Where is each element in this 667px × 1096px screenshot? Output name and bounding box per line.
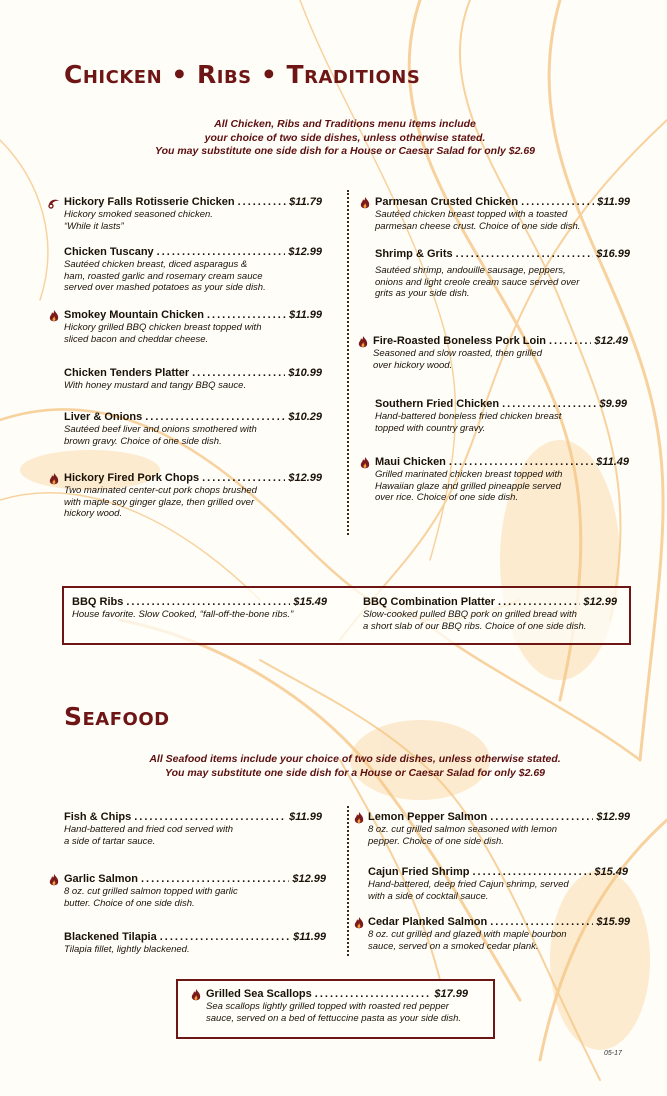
item-price: $12.99 bbox=[292, 873, 326, 885]
leader-dots bbox=[490, 811, 593, 824]
menu-item bbox=[375, 456, 629, 504]
section-title-chicken: Chicken • Ribs • Traditions bbox=[64, 60, 421, 89]
leader-dots bbox=[549, 335, 591, 348]
item-price: $15.99 bbox=[596, 916, 630, 928]
flame-icon bbox=[47, 309, 61, 323]
item-desc: Two marinated center-cut pork chops brushed with maple soy ginger glaze, then grilled over hickory wood. bbox=[64, 485, 257, 519]
item-desc: Slow-cooked pulled BBQ pork on grilled bread with a short slab of our BBQ ribs. Choice of one side dish. bbox=[363, 609, 587, 632]
menu-item bbox=[363, 596, 617, 632]
item-name: Smokey Mountain Chicken bbox=[64, 309, 204, 321]
leader-dots bbox=[449, 456, 593, 469]
menu-item bbox=[373, 335, 628, 371]
leader-dots bbox=[202, 472, 285, 485]
item-desc: Hand-battered boneless fried chicken breast topped with country gravy. bbox=[375, 411, 562, 434]
item-desc: Sautéed chicken breast topped with a toasted parmesan cheese crust. Choice of one side dish. bbox=[375, 209, 581, 232]
item-desc: Sautéed shrimp, andouille sausage, peppers, onions and light creole cream sauce served over grits as your side dish. bbox=[375, 265, 580, 299]
menu-item bbox=[64, 931, 326, 956]
item-price: $11.99 bbox=[289, 811, 322, 823]
flame-icon bbox=[189, 988, 203, 1002]
menu-item bbox=[64, 367, 322, 392]
menu-item bbox=[72, 596, 327, 621]
menu-item bbox=[64, 873, 326, 909]
item-name: BBQ Ribs bbox=[72, 596, 124, 608]
item-price: $15.49 bbox=[594, 866, 628, 878]
item-name: Fire-Roasted Boneless Pork Loin bbox=[373, 335, 546, 347]
item-price: $11.49 bbox=[596, 456, 629, 468]
leader-dots bbox=[472, 866, 591, 879]
item-desc: 8 oz. cut grilled and glazed with maple bourbon sauce, served on a smoked cedar plank. bbox=[368, 929, 567, 952]
leader-dots bbox=[141, 873, 289, 886]
menu-item bbox=[375, 398, 627, 434]
flame-icon bbox=[47, 873, 61, 887]
leader-dots bbox=[145, 411, 285, 424]
item-name: Southern Fried Chicken bbox=[375, 398, 500, 410]
leader-dots bbox=[192, 367, 285, 380]
item-name: Chicken Tenders Platter bbox=[64, 367, 190, 379]
item-name: Maui Chicken bbox=[375, 456, 446, 468]
seafood-intro bbox=[120, 753, 590, 780]
leader-dots bbox=[160, 931, 290, 944]
leader-dots bbox=[207, 309, 286, 322]
menu-item bbox=[368, 811, 630, 847]
item-desc: 8 oz. cut grilled salmon seasoned with lemon pepper. Choice of one side dish. bbox=[368, 824, 558, 847]
item-price: $15.49 bbox=[293, 596, 327, 608]
menu-item bbox=[64, 196, 322, 232]
menu-item bbox=[64, 811, 322, 847]
item-name: Hickory Falls Rotisserie Chicken bbox=[64, 196, 235, 208]
intro-line: your choice of two side dishes, unless otherwise stated. bbox=[204, 131, 486, 144]
item-desc: Hand-battered, deep fried Cajun shrimp, served with a side of cocktail sauce. bbox=[368, 879, 569, 902]
chicken-intro bbox=[120, 118, 570, 159]
leader-dots bbox=[498, 596, 580, 609]
flame-icon bbox=[352, 916, 366, 930]
item-desc: Grilled marinated chicken breast topped with Hawaiian glaze and grilled pineapple served over rice. Choice of one side dish. bbox=[375, 469, 563, 503]
leader-dots bbox=[126, 596, 290, 609]
intro-line: You may substitute one side dish for a House or Caesar Salad for only $2.69 bbox=[154, 145, 536, 157]
item-name: Shrimp & Grits bbox=[375, 248, 453, 260]
item-desc: Hickory smoked seasoned chicken. “While it lasts” bbox=[64, 209, 213, 232]
menu-item bbox=[206, 988, 468, 1024]
menu-item bbox=[64, 246, 322, 294]
intro-line: You may substitute one side dish for a House or Caesar Salad for only $2.69 bbox=[164, 766, 546, 779]
menu-item bbox=[64, 472, 322, 520]
item-desc: Hand-battered and fried cod served with a side of tartar sauce. bbox=[64, 824, 233, 847]
intro-line: All Chicken, Ribs and Traditions menu items include bbox=[214, 118, 476, 130]
item-desc: With honey mustard and tangy BBQ sauce. bbox=[64, 380, 247, 391]
item-price: $12.99 bbox=[288, 472, 322, 484]
item-name: BBQ Combination Platter bbox=[363, 596, 496, 608]
menu-code: 05-17 bbox=[604, 1050, 622, 1057]
item-name: Parmesan Crusted Chicken bbox=[375, 196, 519, 208]
item-name: Hickory Fired Pork Chops bbox=[64, 472, 200, 484]
item-name: Cajun Fried Shrimp bbox=[368, 866, 470, 878]
flame-icon bbox=[352, 811, 366, 825]
menu-item bbox=[368, 866, 628, 902]
item-price: $11.99 bbox=[293, 931, 326, 943]
flame-icon bbox=[358, 456, 372, 470]
menu-item bbox=[375, 196, 630, 232]
item-price: $17.99 bbox=[434, 988, 468, 1000]
flame-icon bbox=[356, 335, 370, 349]
leader-dots bbox=[490, 916, 593, 929]
item-name: Cedar Planked Salmon bbox=[368, 916, 488, 928]
menu-item bbox=[375, 248, 630, 300]
item-price: $12.99 bbox=[596, 811, 630, 823]
item-name: Chicken Tuscany bbox=[64, 246, 154, 258]
rotisserie-icon bbox=[47, 196, 61, 210]
item-price: $11.79 bbox=[289, 196, 322, 208]
item-name: Grilled Sea Scallops bbox=[206, 988, 312, 1000]
item-price: $9.99 bbox=[599, 398, 627, 410]
leader-dots bbox=[134, 811, 286, 824]
flame-icon bbox=[47, 472, 61, 486]
flame-icon bbox=[358, 196, 372, 210]
item-name: Fish & Chips bbox=[64, 811, 132, 823]
column-divider bbox=[347, 190, 349, 535]
item-price: $12.99 bbox=[288, 246, 322, 258]
item-name: Lemon Pepper Salmon bbox=[368, 811, 488, 823]
intro-line: All Seafood items include your choice of two side dishes, unless otherwise stated. bbox=[149, 753, 561, 765]
leader-dots bbox=[456, 248, 594, 261]
leader-dots bbox=[315, 988, 432, 1001]
item-name: Liver & Onions bbox=[64, 411, 143, 423]
section-title-seafood: Seafood bbox=[64, 702, 170, 731]
leader-dots bbox=[157, 246, 286, 259]
column-divider bbox=[347, 806, 349, 956]
item-desc: 8 oz. cut grilled salmon topped with garlic butter. Choice of one side dish. bbox=[64, 886, 238, 909]
leader-dots bbox=[502, 398, 596, 411]
item-desc: Sea scallops lightly grilled topped with roasted red pepper sauce, served on a bed of fettuccine pasta as your side dish. bbox=[206, 1001, 462, 1024]
item-price: $11.99 bbox=[597, 196, 630, 208]
leader-dots bbox=[521, 196, 594, 209]
item-desc: Hickory grilled BBQ chicken breast topped with sliced bacon and cheddar cheese. bbox=[64, 322, 262, 345]
item-price: $10.99 bbox=[288, 367, 322, 379]
menu-item bbox=[368, 916, 630, 952]
item-price: $11.99 bbox=[289, 309, 322, 321]
item-price: $12.99 bbox=[583, 596, 617, 608]
item-price: $10.29 bbox=[288, 411, 322, 423]
leader-dots bbox=[238, 196, 287, 209]
item-name: Garlic Salmon bbox=[64, 873, 138, 885]
item-desc: House favorite. Slow Cooked, “fall-off-the-bone ribs.” bbox=[72, 609, 294, 620]
item-desc: Sautéed beef liver and onions smothered with brown gravy. Choice of one side dish. bbox=[64, 424, 257, 447]
item-name: Blackened Tilapia bbox=[64, 931, 157, 943]
item-desc: Seasoned and slow roasted, then grilled over hickory wood. bbox=[373, 348, 543, 371]
menu-item bbox=[64, 309, 322, 345]
item-price: $16.99 bbox=[596, 248, 630, 260]
menu-item bbox=[64, 411, 322, 447]
item-desc: Tilapia fillet, lightly blackened. bbox=[64, 944, 190, 955]
item-price: $12.49 bbox=[594, 335, 628, 347]
item-desc: Sautéed chicken breast, diced asparagus & ham, roasted garlic and rosemary cream sauce served over mashed potatoes as your side dish. bbox=[64, 259, 266, 293]
